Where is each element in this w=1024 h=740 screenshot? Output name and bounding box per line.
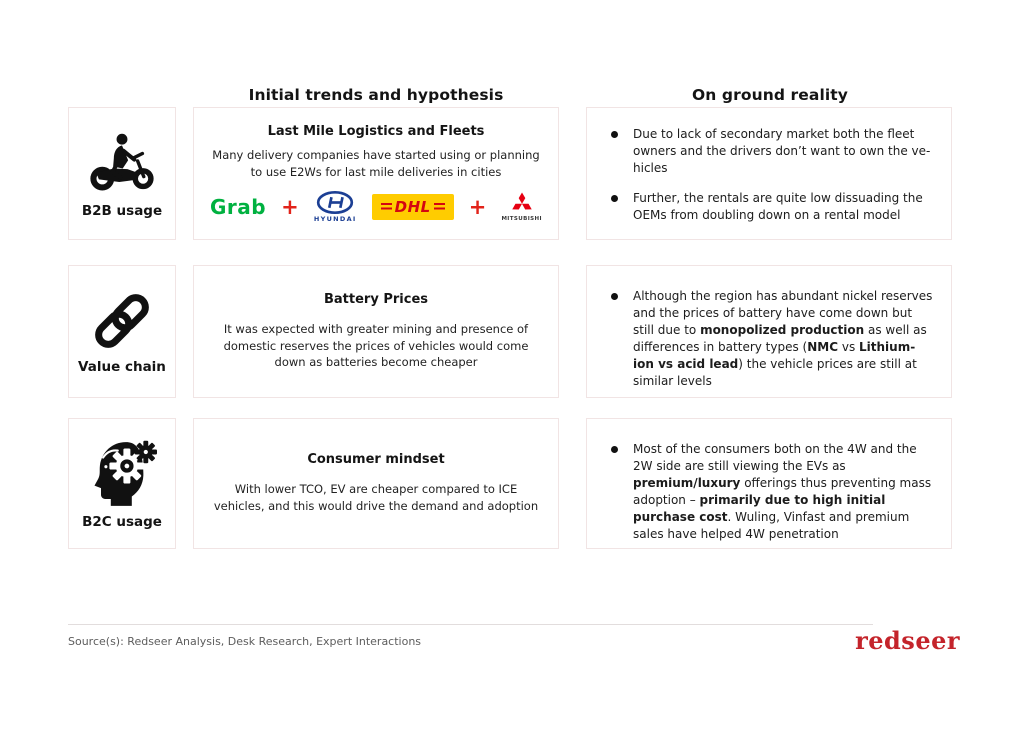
partner-logos <box>208 191 544 223</box>
redseer-logo: redseer <box>855 626 960 655</box>
value-chain-icon-box <box>68 265 176 398</box>
hyundai-logo <box>314 191 357 223</box>
mitsubishi-wordmark: MITSUBISHI <box>501 216 542 223</box>
bullet-icon <box>611 446 618 453</box>
bullet-text: Most of the consumers both on the 4W and the 2W side are still viewing the EVs as premium/luxury offerings thus preventing mass adoption – primarily due to high initial purchase cost. Wuling, Vinfast and premium sales have helped 4W penetration <box>633 442 932 542</box>
b2c-icon-box <box>68 418 176 549</box>
hyundai-h-icon <box>315 191 355 214</box>
reality-box-value-chain <box>586 265 952 398</box>
bullet-item <box>607 190 935 224</box>
hypothesis-body: Many delivery companies have started using or planning to use E2Ws for last mile deliveries in cities <box>212 147 540 179</box>
dhl-logo <box>372 194 454 220</box>
head-gears-icon <box>87 438 157 508</box>
bullet-item <box>607 288 935 390</box>
reality-box-b2b <box>586 107 952 240</box>
bullet-item <box>607 126 935 177</box>
dhl-stripe-icon <box>434 203 445 212</box>
b2c-usage-label: B2C usage <box>82 513 162 530</box>
plus-icon: + <box>468 194 487 219</box>
chain-link-icon <box>90 289 154 353</box>
bullet-icon <box>611 131 618 138</box>
hypothesis-box-last-mile <box>193 107 559 240</box>
hypothesis-title: Battery Prices <box>324 291 428 307</box>
hypothesis-box-battery <box>193 265 559 398</box>
grab-logo: Grab <box>210 195 267 220</box>
dhl-stripe-icon <box>381 203 392 212</box>
hypothesis-box-consumer <box>193 418 559 549</box>
hypothesis-title: Last Mile Logistics and Fleets <box>267 123 485 139</box>
hypothesis-body: It was expected with greater mining and presence of domestic reserves the prices of vehicles would come down as batteries become cheaper <box>223 321 529 370</box>
b2b-usage-label: B2B usage <box>81 202 163 219</box>
column-header-reality: On ground reality <box>691 86 848 104</box>
row-value-chain <box>68 265 952 398</box>
b2b-icon-box <box>68 107 176 240</box>
row-b2c-usage <box>68 418 952 549</box>
motorcycle-rider-icon <box>88 129 156 197</box>
bullet-icon <box>611 293 618 300</box>
value-chain-label: Value chain <box>78 358 166 375</box>
hypothesis-body: With lower TCO, EV are cheaper compared to ICE vehicles, and this would drive the demand and adoption <box>213 482 539 513</box>
hypothesis-title: Consumer mindset <box>307 452 445 468</box>
footer-divider <box>68 624 873 625</box>
plus-icon: + <box>281 194 299 219</box>
dhl-wordmark: DHL <box>394 198 431 217</box>
hyundai-wordmark: HYUNDAI <box>313 215 357 224</box>
bullet-icon <box>611 195 618 202</box>
mitsubishi-diamonds-icon <box>509 192 535 215</box>
source-note: Source(s): Redseer Analysis, Desk Research, Expert Interactions <box>68 635 422 648</box>
bullet-text: Further, the rentals are quite low dissuading the OEMs from doubling down on a rental model <box>633 191 923 223</box>
column-header-hypothesis: Initial trends and hypothesis <box>248 86 504 104</box>
reality-box-b2c <box>586 418 952 549</box>
bullet-text: Although the region has abundant nickel reserves and the prices of battery have come down but still due to monopolized production as well as differences in battery types (NMC vs Lithium-ion vs acid lead) the vehicle prices are still at similar levels <box>633 289 933 389</box>
row-b2b-usage <box>68 107 952 240</box>
bullet-item <box>607 441 935 543</box>
mitsubishi-logo <box>501 192 542 222</box>
bullet-text: Due to lack of secondary market both the fleet owners and the drivers don’t want to own the vehicles <box>633 127 931 176</box>
